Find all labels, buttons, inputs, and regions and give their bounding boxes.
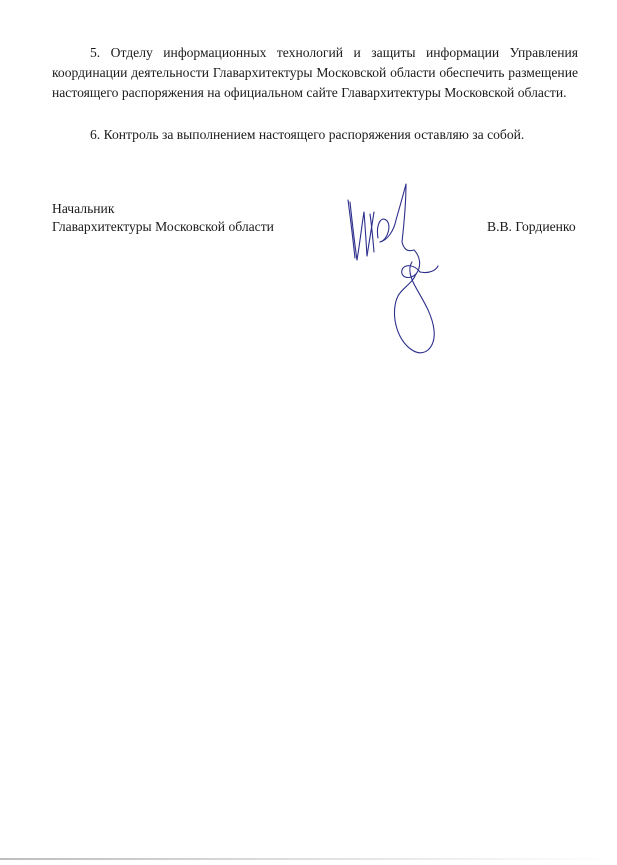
- paragraph-6: 6. Контроль за выполнением настоящего распоряжения оставляю за собой.: [90, 127, 525, 142]
- signatory-name: В.В. Гордиенко: [487, 219, 576, 234]
- signatory-position: [52, 200, 274, 236]
- signatory-position-line-1: Начальник: [52, 201, 115, 216]
- signatory-position-line-2: Главархитектуры Московской области: [52, 219, 274, 234]
- scan-edge-line: [0, 858, 617, 860]
- handwritten-signature: [340, 180, 440, 370]
- paragraph-5: 5. Отделу информационных технологий и защиты информации Управления координации деятельности Главархитектуры Московской области обеспечить размещение настоящего распоряжения на официальном сайте Главархитектуры Московской области.: [52, 45, 578, 100]
